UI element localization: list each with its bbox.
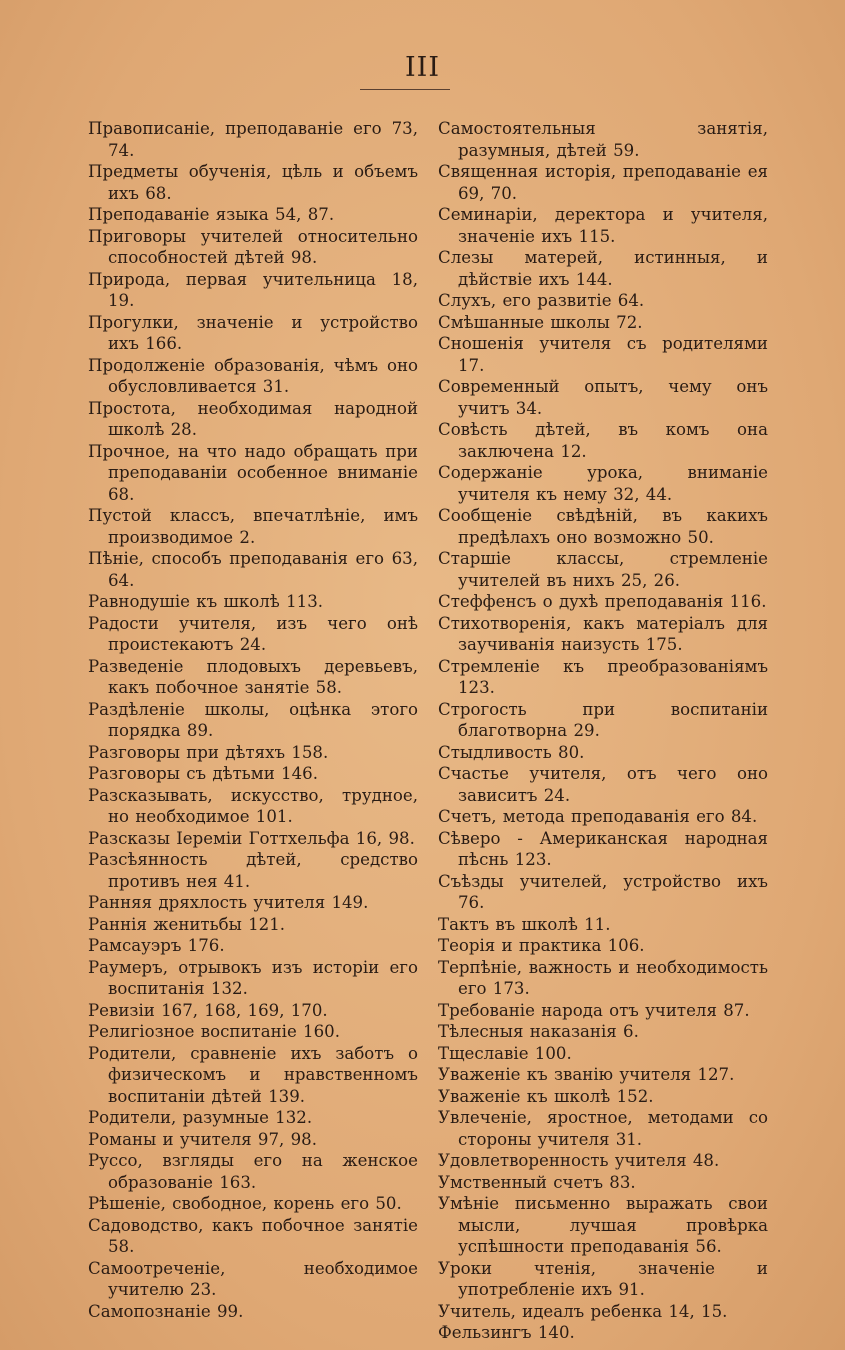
index-entry: Учитель, идеалъ ребенка 14, 15. (438, 1301, 728, 1321)
index-entry: Сообщеніе свѣдѣній, въ какихъ предѣлахъ оно возможно 50. (438, 506, 768, 547)
index-entry: Разговоры съ дѣтьми 146. (88, 764, 318, 783)
index-entry: Увлеченіе, яростное, методами со стороны учителя 31. (438, 1108, 768, 1149)
index-entry: Пустой классъ, впечатлѣніе, имъ производимое 2. (88, 506, 418, 547)
index-entry: Слухъ, его развитіе 64. (438, 291, 645, 310)
index-entry: Раздѣленіе школы, оцѣнка этого порядка 89. (88, 699, 418, 740)
index-entry: Содержаніе урока, вниманіе учителя къ нему 32, 44. (438, 463, 768, 504)
index-entry: Руссо, взгляды его на женское образованіе 163. (88, 1151, 418, 1192)
index-entry: Равнодушіе къ школѣ 113. (88, 592, 324, 611)
index-entry: Тщеславіе 100. (438, 1043, 572, 1063)
index-entry: Стыдливость 80. (438, 742, 585, 762)
index-entry: Разсказы Іереміи Готтхельфа 16, 98. (88, 828, 415, 848)
index-entry: Тѣлесныя наказанія 6. (438, 1022, 639, 1041)
index-entry: Сношенія учителя съ родителями 17. (438, 334, 768, 375)
index-entry: Приговоры учителей относительно способностей дѣтей 98. (88, 226, 418, 267)
index-entry: Совѣсть дѣтей, въ комъ она заключена 12. (438, 420, 768, 461)
index-entry: Ранняя дряхлость учителя 149. (88, 893, 369, 912)
index-entry: Ревизіи 167, 168, 169, 170. (88, 1000, 328, 1020)
index-entry: Умѣніе письменно выражать свои мысли, лучшая провѣрка успѣшности преподаванія 56. (438, 1194, 768, 1256)
index-entry: Самостоятельныя занятія, разумныя, дѣтей 59. (438, 119, 768, 160)
index-entry: Родители, сравненіе ихъ заботъ о физическомъ и нравственномъ воспитаніи дѣтей 139. (88, 1043, 418, 1106)
index-entry: Религіозное воспитаніе 160. (88, 1022, 341, 1041)
index-entry: Прогулки, значеніе и устройство ихъ 166. (88, 312, 418, 353)
index-entry: Сѣверо - Американская народная пѣснь 123. (438, 828, 768, 869)
index-entry: Съѣзды учителей, устройство ихъ 76. (438, 871, 768, 912)
index-column-left (88, 118, 418, 1322)
index-entry: Стихотворенія, какъ матеріалъ для заучиванія наизусть 175. (438, 613, 768, 654)
index-entry: Терпѣніе, важность и необходимость его 173. (438, 957, 768, 998)
index-entry: Рѣшеніе, свободное, корень его 50. (88, 1194, 402, 1213)
index-entry: Родители, разумные 132. (88, 1108, 313, 1127)
index-entry: Разведеніе плодовыхъ деревьевъ, какъ побочное занятіе 58. (88, 656, 418, 697)
index-entry: Семинаріи, деректора и учителя, значеніе ихъ 115. (438, 205, 768, 246)
index-entry: Раннія женитьбы 121. (88, 914, 286, 934)
index-entry: Уваженіе къ званію учителя 127. (438, 1065, 735, 1084)
index-entry: Раумеръ, отрывокъ изъ исторіи его воспитанія 132. (88, 957, 418, 998)
header-rule (360, 89, 450, 90)
index-entry: Стремленіе къ преобразованіямъ 123. (438, 656, 768, 697)
index-entry: Самоотреченіе, необходимое учителю 23. (88, 1258, 418, 1299)
index-entry: Стеффенсъ о духѣ преподаванія 116. (438, 592, 767, 611)
index-entry: Садоводство, какъ побочное занятіе 58. (88, 1215, 418, 1256)
index-entry: Счетъ, метода преподаванія его 84. (438, 807, 758, 826)
index-entry: Тактъ въ школѣ 11. (438, 914, 611, 934)
index-entry: Требованіе народа отъ учителя 87. (438, 1000, 750, 1020)
index-entry: Разсказывать, искусство, трудное, но необходимое 101. (88, 785, 418, 826)
index-entry: Фельзингъ 140. (438, 1323, 575, 1342)
index-entry: Продолженіе образованія, чѣмъ оно обусловливается 31. (88, 355, 418, 396)
index-entry: Правописаніе, преподаваніе его 73, 74. (88, 119, 418, 160)
index-entry: Счастье учителя, отъ чего оно зависитъ 24. (438, 764, 768, 805)
index-entry: Простота, необходимая народной школѣ 28. (88, 398, 418, 439)
index-entry: Уваженіе къ школѣ 152. (438, 1086, 654, 1106)
index-entry: Романы и учителя 97, 98. (88, 1129, 317, 1149)
page-number: III (405, 52, 440, 83)
index-entry: Слезы матерей, истинныя, и дѣйствіе ихъ 144. (438, 248, 768, 289)
index-entry: Умственный счетъ 83. (438, 1172, 636, 1192)
index-entry: Разсѣянность дѣтей, средство противъ нея 41. (88, 850, 418, 891)
index-entry: Радости учителя, изъ чего онѣ проистекаютъ 24. (88, 613, 418, 654)
index-entry: Пѣніе, способъ преподаванія его 63, 64. (88, 549, 418, 590)
index-entry: Разговоры при дѣтяхъ 158. (88, 742, 329, 762)
index-entry: Смѣшанные школы 72. (438, 312, 643, 332)
index-entry: Старшіе классы, стремленіе учителей въ нихъ 25, 26. (438, 549, 768, 590)
index-entry: Строгость при воспитаніи благотворна 29. (438, 699, 768, 740)
index-entry: Теорія и практика 106. (438, 936, 645, 955)
index-entry: Удовлетворенность учителя 48. (438, 1151, 720, 1170)
index-entry: Современный опытъ, чему онъ учитъ 34. (438, 377, 768, 418)
index-entry: Уроки чтенія, значеніе и употребленіе ихъ 91. (438, 1258, 768, 1299)
index-entry: Священная исторія, преподаваніе ея 69, 70. (438, 162, 768, 203)
index-entry: Прочное, на что надо обращать при преподаваніи особенное вниманіе 68. (88, 441, 418, 504)
index-entry: Преподаваніе языка 54, 87. (88, 205, 335, 224)
index-entry: Природа, первая учительница 18, 19. (88, 269, 418, 310)
index-entry: Предметы обученія, цѣль и объемъ ихъ 68. (88, 162, 418, 203)
index-column-right (438, 118, 768, 1344)
index-entry: Рамсауэръ 176. (88, 936, 225, 955)
index-entry: Самопознаніе 99. (88, 1301, 244, 1321)
